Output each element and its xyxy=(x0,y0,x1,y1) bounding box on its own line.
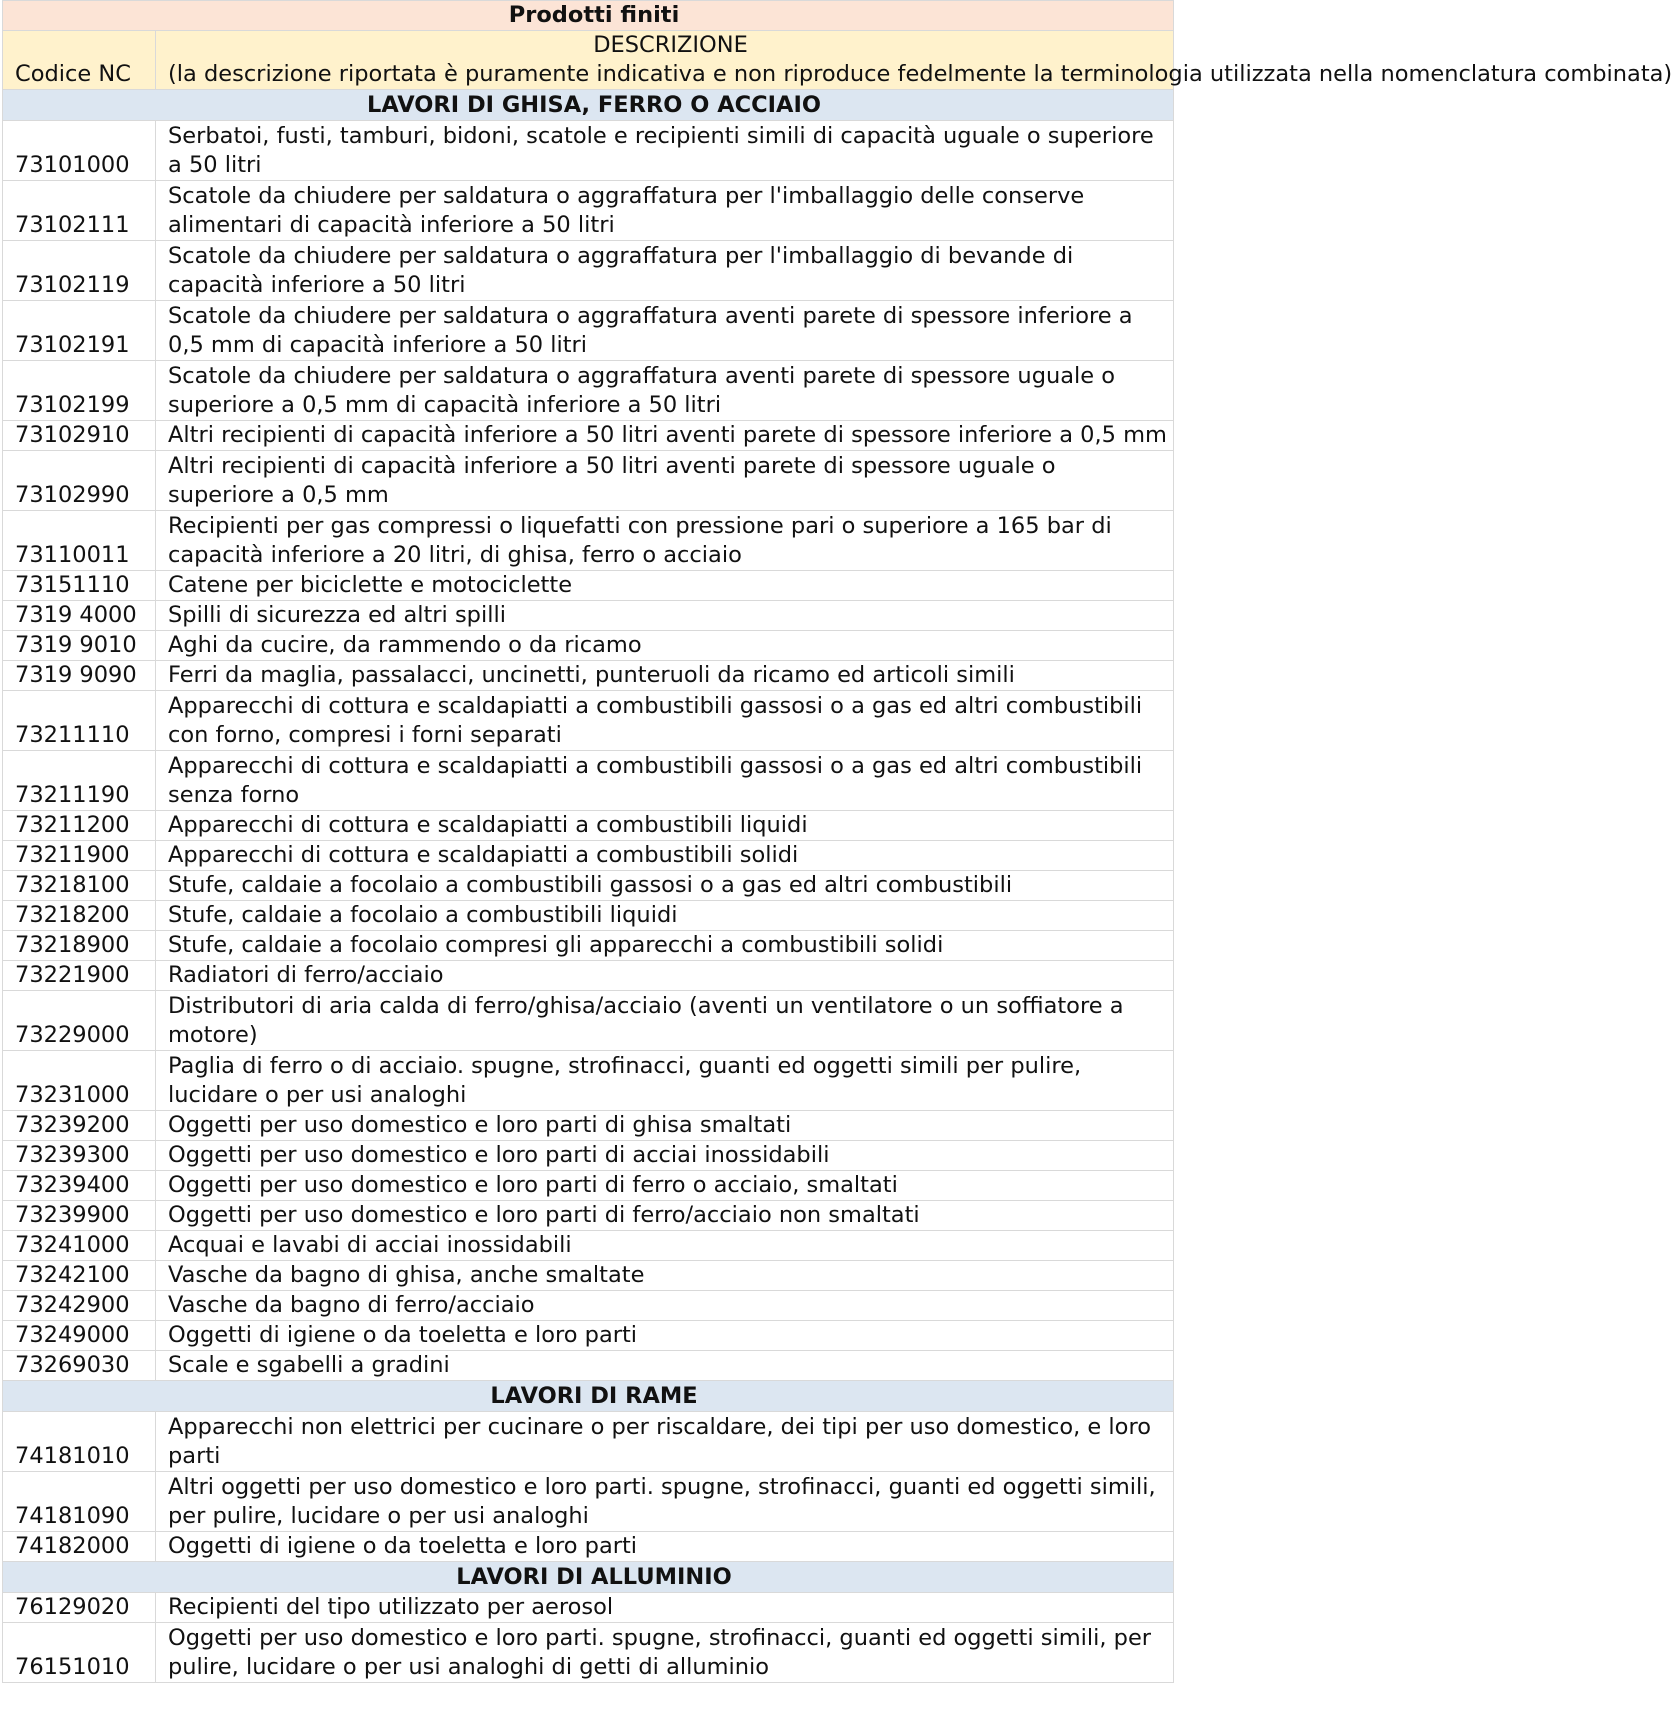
section-title: LAVORI DI RAME xyxy=(3,1381,1174,1412)
code-cell: 73151110 xyxy=(3,571,156,601)
description-cell: Apparecchi di cottura e scaldapiatti a combustibili gassosi o a gas ed altri combustibili con forno, compresi i forni separati xyxy=(156,691,1174,751)
table-row xyxy=(3,991,1174,1051)
code-cell: 73211900 xyxy=(3,841,156,871)
description-cell: Altri oggetti per uso domestico e loro parti. spugne, strofinacci, guanti ed oggetti simili, per pulire, lucidare o per usi analoghi xyxy=(156,1472,1174,1532)
table-row xyxy=(3,1051,1174,1111)
code-cell: 73239200 xyxy=(3,1111,156,1141)
code-cell: 73218200 xyxy=(3,901,156,931)
description-cell: Scatole da chiudere per saldatura o aggraffatura aventi parete di spessore uguale o superiore a 0,5 mm di capacità inferiore a 50 litri xyxy=(156,361,1174,421)
table-row xyxy=(3,421,1174,451)
description-cell: Recipienti del tipo utilizzato per aerosol xyxy=(156,1593,1174,1623)
description-cell: Altri recipienti di capacità inferiore a 50 litri aventi parete di spessore uguale o superiore a 0,5 mm xyxy=(156,451,1174,511)
description-cell: Oggetti per uso domestico e loro parti di ferro o acciaio, smaltati xyxy=(156,1171,1174,1201)
table-row xyxy=(3,1291,1174,1321)
section-title: LAVORI DI GHISA, FERRO O ACCIAIO xyxy=(3,90,1174,121)
description-cell: Scatole da chiudere per saldatura o aggraffatura per l'imballaggio delle conserve alimentari di capacità inferiore a 50 litri xyxy=(156,181,1174,241)
table-row xyxy=(3,1321,1174,1351)
table-row xyxy=(3,1171,1174,1201)
description-cell: Stufe, caldaie a focolaio compresi gli apparecchi a combustibili solidi xyxy=(156,931,1174,961)
table-row xyxy=(3,1141,1174,1171)
code-cell: 73101000 xyxy=(3,121,156,181)
section-header-row xyxy=(3,1562,1174,1593)
code-cell: 73239900 xyxy=(3,1201,156,1231)
table-row xyxy=(3,1231,1174,1261)
table-row xyxy=(3,871,1174,901)
code-cell: 7319 9090 xyxy=(3,661,156,691)
description-cell: Paglia di ferro o di acciaio. spugne, strofinacci, guanti ed oggetti simili per pulire, lucidare o per usi analoghi xyxy=(156,1051,1174,1111)
code-cell: 73211190 xyxy=(3,751,156,811)
table-row xyxy=(3,961,1174,991)
header-row xyxy=(3,31,1174,90)
title-row xyxy=(3,1,1174,31)
code-cell: 76151010 xyxy=(3,1623,156,1683)
description-cell: Serbatoi, fusti, tamburi, bidoni, scatole e recipienti simili di capacità uguale o superiore a 50 litri xyxy=(156,121,1174,181)
code-cell: 74181010 xyxy=(3,1412,156,1472)
table-row xyxy=(3,241,1174,301)
code-cell: 73102119 xyxy=(3,241,156,301)
code-cell: 73218900 xyxy=(3,931,156,961)
description-cell: Vasche da bagno di ghisa, anche smaltate xyxy=(156,1261,1174,1291)
table-row xyxy=(3,1351,1174,1381)
table-row xyxy=(3,1201,1174,1231)
table-row xyxy=(3,511,1174,571)
table-row xyxy=(3,121,1174,181)
table-row xyxy=(3,181,1174,241)
description-cell: Oggetti per uso domestico e loro parti. spugne, strofinacci, guanti ed oggetti simili, per pulire, lucidare o per usi analoghi di getti di alluminio xyxy=(156,1623,1174,1683)
code-cell: 73231000 xyxy=(3,1051,156,1111)
code-cell: 73211110 xyxy=(3,691,156,751)
code-cell: 73242900 xyxy=(3,1291,156,1321)
table-row xyxy=(3,1532,1174,1562)
code-cell: 7319 9010 xyxy=(3,631,156,661)
table-row xyxy=(3,1623,1174,1683)
code-cell: 73102191 xyxy=(3,301,156,361)
section-header-row xyxy=(3,90,1174,121)
code-cell: 73249000 xyxy=(3,1321,156,1351)
description-cell: Oggetti per uso domestico e loro parti di ferro/acciaio non smaltati xyxy=(156,1201,1174,1231)
description-cell: Ferri da maglia, passalacci, uncinetti, punteruoli da ricamo ed articoli simili xyxy=(156,661,1174,691)
header-desc-note: (la descrizione riportata è puramente indicativa e non riproduce fedelmente la terminologia utilizzata nella nomenclatura combinata) xyxy=(168,61,1672,87)
table-row xyxy=(3,661,1174,691)
code-cell: 73110011 xyxy=(3,511,156,571)
code-cell: 73239400 xyxy=(3,1171,156,1201)
description-cell: Apparecchi di cottura e scaldapiatti a combustibili solidi xyxy=(156,841,1174,871)
code-cell: 73241000 xyxy=(3,1231,156,1261)
description-cell: Aghi da cucire, da rammendo o da ricamo xyxy=(156,631,1174,661)
table-row xyxy=(3,1111,1174,1141)
table-row xyxy=(3,901,1174,931)
code-cell: 73102910 xyxy=(3,421,156,451)
description-cell: Altri recipienti di capacità inferiore a 50 litri aventi parete di spessore inferiore a 0,5 mm xyxy=(156,421,1174,451)
code-cell: 7319 4000 xyxy=(3,601,156,631)
table-row xyxy=(3,1412,1174,1472)
description-cell: Stufe, caldaie a focolaio a combustibili gassosi o a gas ed altri combustibili xyxy=(156,871,1174,901)
description-cell: Oggetti di igiene o da toeletta e loro parti xyxy=(156,1321,1174,1351)
description-cell: Oggetti per uso domestico e loro parti di acciai inossidabili xyxy=(156,1141,1174,1171)
table-row xyxy=(3,301,1174,361)
code-cell: 73218100 xyxy=(3,871,156,901)
code-cell: 74182000 xyxy=(3,1532,156,1562)
code-cell: 73221900 xyxy=(3,961,156,991)
description-cell: Apparecchi di cottura e scaldapiatti a combustibili gassosi o a gas ed altri combustibili senza forno xyxy=(156,751,1174,811)
table-row xyxy=(3,1261,1174,1291)
description-cell: Scatole da chiudere per saldatura o aggraffatura aventi parete di spessore inferiore a 0,5 mm di capacità inferiore a 50 litri xyxy=(156,301,1174,361)
description-cell: Scatole da chiudere per saldatura o aggraffatura per l'imballaggio di bevande di capacità inferiore a 50 litri xyxy=(156,241,1174,301)
table-row xyxy=(3,811,1174,841)
description-cell: Apparecchi di cottura e scaldapiatti a combustibili liquidi xyxy=(156,811,1174,841)
header-desc-label: DESCRIZIONE xyxy=(593,32,748,58)
table-row xyxy=(3,451,1174,511)
code-cell: 73211200 xyxy=(3,811,156,841)
table-title: Prodotti finiti xyxy=(3,1,1174,31)
table-row xyxy=(3,631,1174,661)
code-cell: 73239300 xyxy=(3,1141,156,1171)
table-row xyxy=(3,1472,1174,1532)
table-row xyxy=(3,751,1174,811)
description-cell: Acquai e lavabi di acciai inossidabili xyxy=(156,1231,1174,1261)
description-cell: Scale e sgabelli a gradini xyxy=(156,1351,1174,1381)
description-cell: Recipienti per gas compressi o liquefatti con pressione pari o superiore a 165 bar di capacità inferiore a 20 litri, di ghisa, ferro o acciaio xyxy=(156,511,1174,571)
description-cell: Oggetti di igiene o da toeletta e loro parti xyxy=(156,1532,1174,1562)
description-cell: Stufe, caldaie a focolaio a combustibili liquidi xyxy=(156,901,1174,931)
table-row xyxy=(3,571,1174,601)
table-row xyxy=(3,361,1174,421)
code-cell: 73102990 xyxy=(3,451,156,511)
description-cell: Vasche da bagno di ferro/acciaio xyxy=(156,1291,1174,1321)
description-cell: Radiatori di ferro/acciaio xyxy=(156,961,1174,991)
code-cell: 73102111 xyxy=(3,181,156,241)
code-cell: 73242100 xyxy=(3,1261,156,1291)
table-row xyxy=(3,691,1174,751)
code-cell: 73269030 xyxy=(3,1351,156,1381)
section-title: LAVORI DI ALLUMINIO xyxy=(3,1562,1174,1593)
table-row xyxy=(3,931,1174,961)
table-row xyxy=(3,601,1174,631)
header-description xyxy=(156,31,1672,90)
description-cell: Distributori di aria calda di ferro/ghisa/acciaio (aventi un ventilatore o un soffiatore a motore) xyxy=(156,991,1174,1051)
code-cell: 76129020 xyxy=(3,1593,156,1623)
description-cell: Apparecchi non elettrici per cucinare o per riscaldare, dei tipi per uso domestico, e loro parti xyxy=(156,1412,1174,1472)
table-row xyxy=(3,841,1174,871)
code-cell: 73229000 xyxy=(3,991,156,1051)
code-cell: 74181090 xyxy=(3,1472,156,1532)
section-header-row xyxy=(3,1381,1174,1412)
code-cell: 73102199 xyxy=(3,361,156,421)
description-cell: Spilli di sicurezza ed altri spilli xyxy=(156,601,1174,631)
table-body xyxy=(3,1,1672,1683)
description-cell: Catene per biciclette e motociclette xyxy=(156,571,1174,601)
products-table xyxy=(2,0,1672,1683)
table-row xyxy=(3,1593,1174,1623)
description-cell: Oggetti per uso domestico e loro parti di ghisa smaltati xyxy=(156,1111,1174,1141)
header-code: Codice NC xyxy=(3,31,156,90)
